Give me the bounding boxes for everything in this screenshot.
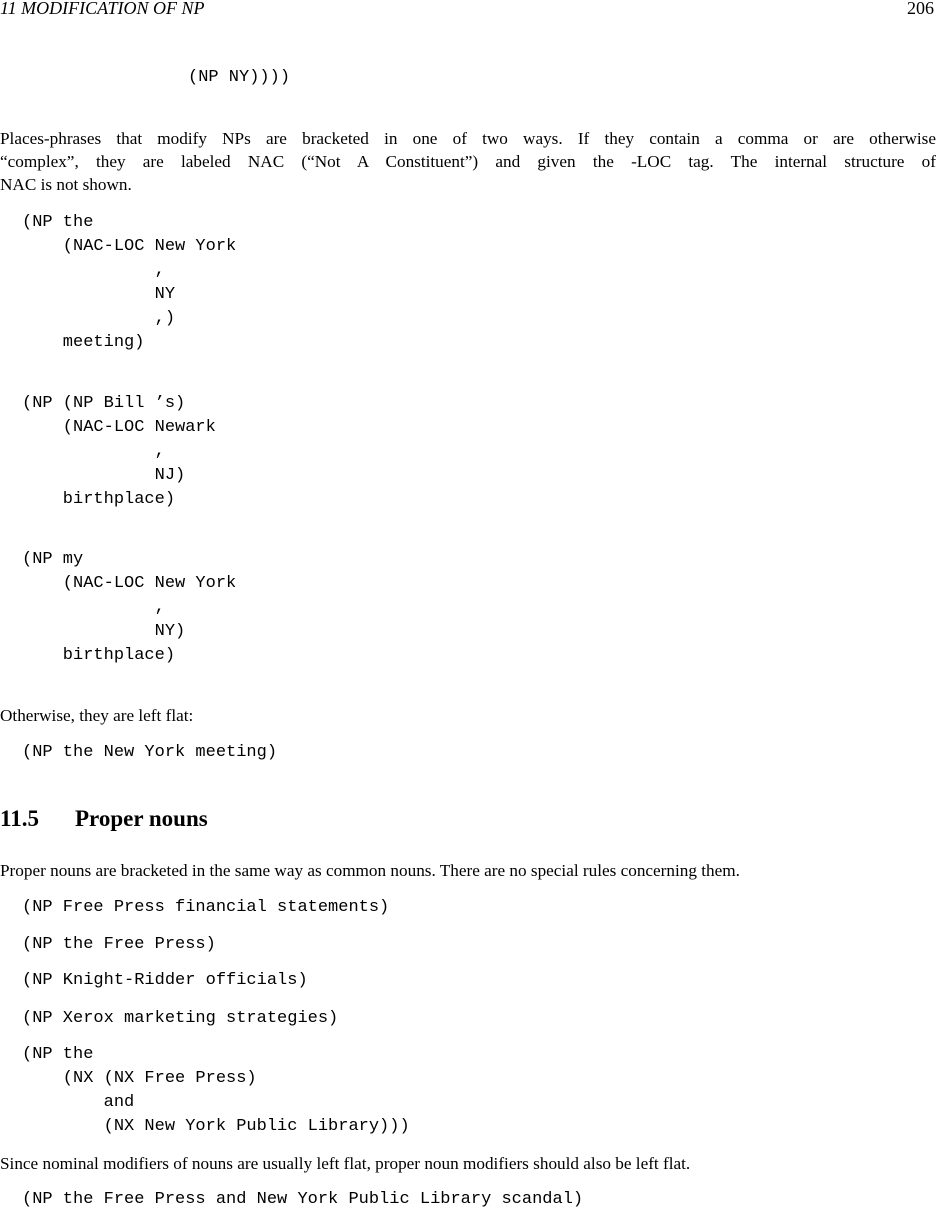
- example-nac-newark: (NP (NP Bill ’s) (NAC-LOC Newark , NJ) birthplace): [22, 394, 216, 509]
- paragraph-line: NAC is not shown.: [0, 175, 132, 194]
- code-fragment-top: (NP NY)))): [188, 68, 291, 87]
- paragraph-proper-nouns: Proper nouns are bracketed in the same way as common nouns. There are no special rules concerning them.: [0, 861, 740, 880]
- example-proper-noun: (NP Knight-Ridder officials): [22, 971, 308, 990]
- example-flat: (NP the New York meeting): [22, 743, 278, 762]
- example-proper-noun: (NP Free Press financial statements): [22, 898, 390, 917]
- paragraph-line: “complex”, they are labeled NAC (“Not A Constituent”) and given the -LOC tag. The internal structure of: [0, 152, 936, 171]
- paragraph-otherwise: Otherwise, they are left flat:: [0, 706, 194, 725]
- paragraph-line: Places-phrases that modify NPs are bracketed in one of two ways. If they contain a comma or are otherwise: [0, 129, 936, 148]
- section-number: 11.5: [0, 806, 39, 831]
- example-proper-noun: (NP the Free Press): [22, 935, 216, 954]
- example-nac-new-york: (NP the (NAC-LOC New York , NY ,) meeting): [22, 213, 237, 352]
- section-title: Proper nouns: [75, 806, 208, 831]
- example-proper-noun: (NP Xerox marketing strategies): [22, 1009, 339, 1028]
- section-heading: [0, 806, 208, 832]
- page-header: [0, 0, 936, 20]
- paragraph-nominal-modifiers: Since nominal modifiers of nouns are usually left flat, proper noun modifiers should also be left flat.: [0, 1154, 691, 1173]
- page-number: 206: [907, 0, 934, 18]
- example-nac-my-new-york: (NP my (NAC-LOC New York , NY) birthplace): [22, 550, 237, 665]
- running-head: 11 MODIFICATION OF NP: [0, 0, 205, 18]
- example-nx-coordination: (NP the (NX (NX Free Press) and (NX New York Public Library))): [22, 1045, 410, 1136]
- paragraph-places-phrases: [0, 127, 936, 196]
- example-final: (NP the Free Press and New York Public Library scandal): [22, 1190, 584, 1209]
